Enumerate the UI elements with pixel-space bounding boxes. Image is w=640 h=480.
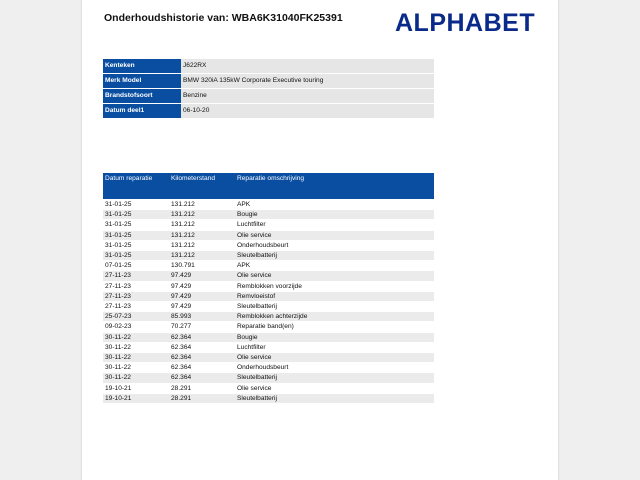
table-row: [103, 383, 434, 393]
table-row: [103, 251, 434, 261]
cell-date: 31-01-25: [103, 251, 169, 261]
cell-date: 30-11-22: [103, 332, 169, 342]
cell-mileage: 131.212: [169, 240, 235, 250]
cell-mileage: 131.212: [169, 210, 235, 220]
cell-mileage: 70.277: [169, 322, 235, 332]
table-row: [103, 373, 434, 383]
history-header-row: [103, 173, 434, 200]
column-header-description: Reparatie omschrijving: [235, 173, 434, 200]
vehicle-info-table: [103, 59, 434, 119]
table-row: [103, 281, 434, 291]
vehicle-info-value: J622RX: [181, 59, 434, 74]
column-header-date: Datum reparatie: [103, 173, 169, 200]
table-row: [103, 363, 434, 373]
vehicle-info-label: Brandstofsoort: [103, 89, 181, 104]
cell-description: APK: [235, 200, 434, 210]
cell-date: 31-01-25: [103, 240, 169, 250]
cell-date: 31-01-25: [103, 210, 169, 220]
cell-mileage: 97.429: [169, 271, 235, 281]
cell-date: 19-10-21: [103, 393, 169, 403]
cell-description: Remblokken voorzijde: [235, 281, 434, 291]
cell-description: Sleutelbatterij: [235, 302, 434, 312]
cell-mileage: 85.993: [169, 312, 235, 322]
cell-mileage: 28.291: [169, 383, 235, 393]
table-row: [103, 291, 434, 301]
cell-mileage: 28.291: [169, 393, 235, 403]
cell-description: Sleutelbatterij: [235, 373, 434, 383]
cell-mileage: 130.791: [169, 261, 235, 271]
cell-description: Bougie: [235, 210, 434, 220]
table-row: [103, 200, 434, 210]
page-title: Onderhoudshistorie van: WBA6K31040FK25391: [104, 12, 343, 24]
cell-mileage: 97.429: [169, 281, 235, 291]
cell-description: Onderhoudsbeurt: [235, 240, 434, 250]
cell-mileage: 97.429: [169, 291, 235, 301]
table-row: [103, 312, 434, 322]
vehicle-info-row: [103, 59, 434, 74]
table-row: [103, 342, 434, 352]
cell-description: Sleutelbatterij: [235, 393, 434, 403]
cell-mileage: 131.212: [169, 220, 235, 230]
cell-mileage: 131.212: [169, 230, 235, 240]
cell-mileage: 131.212: [169, 251, 235, 261]
cell-date: 27-11-23: [103, 271, 169, 281]
alphabet-logo: ALPHABET: [395, 9, 536, 37]
vehicle-info-row: [103, 74, 434, 89]
table-row: [103, 353, 434, 363]
vehicle-info-value: 06-10-20: [181, 104, 434, 119]
cell-date: 30-11-22: [103, 342, 169, 352]
cell-date: 07-01-25: [103, 261, 169, 271]
cell-mileage: 62.364: [169, 342, 235, 352]
table-row: [103, 322, 434, 332]
cell-date: 19-10-21: [103, 383, 169, 393]
table-row: [103, 240, 434, 250]
table-row: [103, 230, 434, 240]
cell-date: 27-11-23: [103, 302, 169, 312]
vehicle-info-label: Datum deel1: [103, 104, 181, 119]
table-row: [103, 332, 434, 342]
table-row: [103, 261, 434, 271]
cell-date: 25-07-23: [103, 312, 169, 322]
cell-date: 31-01-25: [103, 230, 169, 240]
table-row: [103, 220, 434, 230]
cell-description: Bougie: [235, 332, 434, 342]
cell-description: Onderhoudsbeurt: [235, 363, 434, 373]
table-row: [103, 393, 434, 403]
cell-date: 31-01-25: [103, 200, 169, 210]
cell-date: 27-11-23: [103, 291, 169, 301]
document-page: [82, 0, 558, 480]
cell-date: 27-11-23: [103, 281, 169, 291]
cell-mileage: 62.364: [169, 363, 235, 373]
cell-mileage: 62.364: [169, 332, 235, 342]
cell-description: Reparatie band(en): [235, 322, 434, 332]
cell-description: Remblokken achterzijde: [235, 312, 434, 322]
cell-description: Olie service: [235, 353, 434, 363]
cell-description: Luchtfilter: [235, 342, 434, 352]
cell-mileage: 62.364: [169, 373, 235, 383]
vehicle-info-label: Merk Model: [103, 74, 181, 89]
cell-description: Olie service: [235, 271, 434, 281]
table-row: [103, 271, 434, 281]
vehicle-info-row: [103, 89, 434, 104]
table-row: [103, 302, 434, 312]
cell-mileage: 97.429: [169, 302, 235, 312]
cell-description: Luchtfilter: [235, 220, 434, 230]
cell-mileage: 131.212: [169, 200, 235, 210]
cell-description: Olie service: [235, 230, 434, 240]
cell-date: 31-01-25: [103, 220, 169, 230]
cell-description: Remvloeistof: [235, 291, 434, 301]
cell-description: Olie service: [235, 383, 434, 393]
column-header-mileage: Kilometerstand: [169, 173, 235, 200]
maintenance-history-table: [103, 173, 434, 404]
cell-description: Sleutelbatterij: [235, 251, 434, 261]
cell-mileage: 62.364: [169, 353, 235, 363]
cell-date: 30-11-22: [103, 363, 169, 373]
vehicle-info-row: [103, 104, 434, 119]
vehicle-info-label: Kenteken: [103, 59, 181, 74]
cell-date: 30-11-22: [103, 353, 169, 363]
vehicle-info-value: Benzine: [181, 89, 434, 104]
cell-date: 09-02-23: [103, 322, 169, 332]
cell-date: 30-11-22: [103, 373, 169, 383]
cell-description: APK: [235, 261, 434, 271]
table-row: [103, 210, 434, 220]
vehicle-info-value: BMW 320iA 135kW Corporate Executive touring: [181, 74, 434, 89]
